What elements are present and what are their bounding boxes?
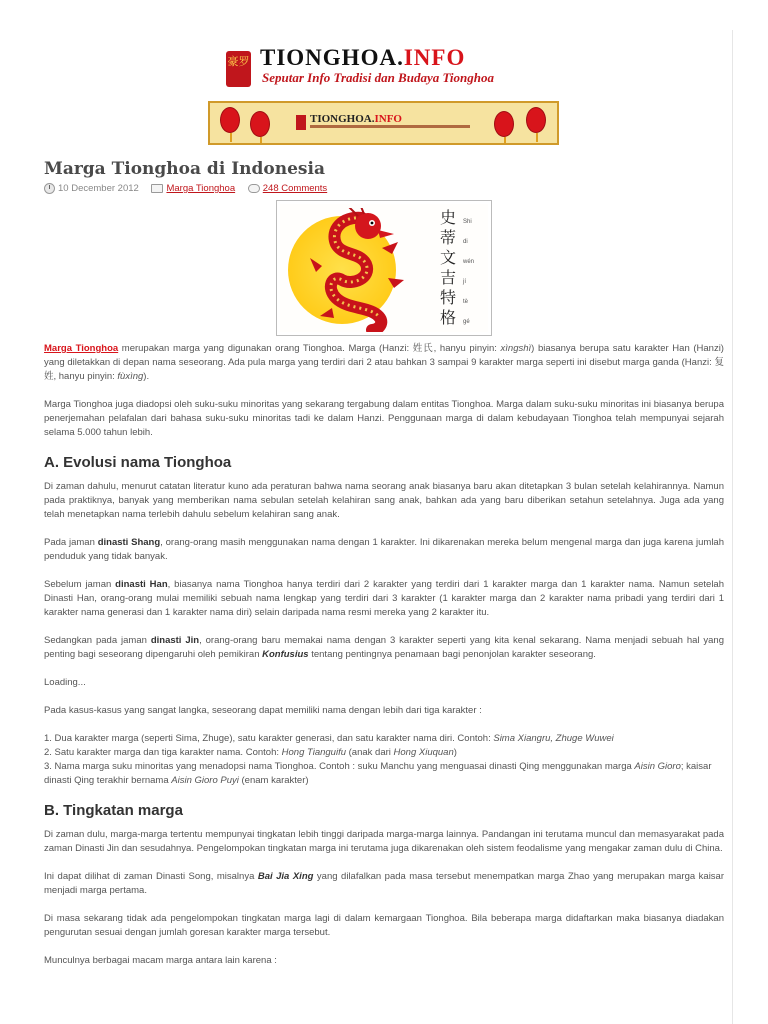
text: Ini dapat dilihat di zaman Dinasti Song, misalnya [44, 871, 258, 882]
text-italic: Sima Xiangru, Zhuge Wuwei [493, 733, 614, 744]
text: merupakan marga yang digunakan orang Tionghoa. Marga (Hanzi: 姓氏, hanyu pinyin: [118, 343, 501, 354]
hanzi-char: 文 [439, 248, 456, 267]
text-italic: Hong Tianguifu [281, 747, 346, 758]
paragraph: Munculnya berbagai macam marga antara lain karena : [44, 955, 277, 966]
text: ) [453, 747, 457, 758]
post-category-link[interactable]: Marga Tionghoa [166, 183, 236, 195]
hanzi-char: 吉 [439, 268, 456, 287]
text: tentang pentingnya penamaan bagi penonjolan karakter seseorang. [308, 649, 596, 660]
text-bold-italic: Konfusius [262, 649, 309, 660]
logo-subtitle: Seputar Info Tradisi dan Budaya Tionghoa [262, 70, 495, 85]
banner-title-main: TIONGHOA. [310, 113, 375, 125]
text: Sedangkan pada jaman [44, 635, 151, 646]
red-dragon-illustration [302, 208, 422, 332]
pinyin-label: gé [463, 319, 470, 325]
post-title: Marga Tionghoa di Indonesia [44, 159, 325, 179]
text: Sebelum jaman [44, 579, 116, 590]
text: yang dilafalkan pada masa tersebut menempatkan marga Zhao yang merupakan marga kaisar menjadi marga pertama. [44, 871, 724, 896]
text-bold: dinasti Jin [150, 635, 200, 646]
marga-tionghoa-link[interactable]: Marga Tionghoa [44, 343, 119, 354]
folder-icon [151, 184, 163, 193]
post-image-content [280, 204, 488, 332]
text-bold: dinasti Shang [97, 537, 161, 548]
banner-logo [296, 115, 474, 131]
text: 2. Satu karakter marga dan tiga karakter nama. Contoh: [44, 747, 282, 758]
hanzi-char: 蒂 [439, 228, 456, 247]
lantern-icon [526, 107, 546, 133]
text-bold: dinasti Han [115, 579, 168, 590]
name-examples-list [44, 732, 724, 788]
article-body [44, 342, 724, 982]
text: (anak dari [346, 747, 394, 758]
lantern-icon [494, 111, 514, 137]
hanzi-char: 特 [439, 288, 456, 307]
banner-title [310, 113, 402, 125]
comment-icon [248, 184, 260, 193]
sidebar-divider [732, 30, 733, 1024]
paragraph: Di zaman dulu, marga-marga tertentu mempunyai tingkatan lebih tinggi daripada marga-marga lainnya. Pandangan ini terutama muncul dan memasyarakat pada zaman Dinasti Jin dan sesudahnya. Pengelompokan tingkatan marga ini terutama juga dikarenakan oleh sistem feodalisme yang mengakar zaman dulu di China. [44, 829, 724, 854]
pinyin-label: jí [463, 279, 466, 285]
paragraph [44, 634, 724, 662]
text-bold-italic: Bai Jia Xing [257, 871, 314, 882]
section-heading-b: B. Tingkatan marga [44, 802, 183, 819]
paragraph: Di masa sekarang tidak ada pengelompokan tingkatan marga lagi di dalam kemargaan Tionghoa. Bila beberapa marga didaftarkan maka biasanya diadakan pengurutan sesuai dengan jumlah goresan karakter marga tersebut. [44, 913, 724, 938]
text-italic: Hong Xiuquan [393, 747, 454, 758]
pinyin-column [463, 212, 483, 332]
banner-seal-icon [296, 115, 306, 130]
site-logo[interactable] [226, 47, 546, 89]
paragraph [44, 870, 724, 898]
post-comments-link[interactable]: 248 Comments [262, 183, 328, 195]
text: Pada jaman [44, 537, 98, 548]
lantern-icon [250, 111, 270, 137]
text: , biasanya nama Tionghoa hanya terdiri dari 2 karakter yang terdiri dari 1 karakter marga dan 1 karakter nama. Namun setelah Dinasti Han, orang-orang mulai memiliki sebuah nama lengkap yang terdiri dari 3 karakter (1 karakter marga dan 2 karakter nama pribadi yang terdiri dari 1 karakter nama generasi dan 1 karakter nama diri) selain daripada nama resmi mereka yang 2 karakter itu. [44, 579, 725, 618]
paragraph [44, 578, 724, 620]
logo-title-main: TIONGHOA. [260, 45, 404, 70]
banner-title-info: INFO [374, 113, 402, 125]
post-meta [44, 183, 327, 195]
pinyin-label: wén [463, 259, 475, 265]
banner-subtitle-decoration [310, 125, 470, 128]
text: , orang-orang masih menggunakan nama dengan 1 karakter. Ini dikarenakan mereka belum mengenal marga dan juga karena jumlah penduduk yang tidak banyak. [44, 537, 725, 562]
text-italic: Aisin Gioro [634, 761, 681, 772]
header-banner[interactable] [208, 101, 559, 145]
paragraph: Pada kasus-kasus yang sangat langka, seseorang dapat memiliki nama dengan lebih dari tiga karakter : [44, 705, 482, 716]
hanzi-char: 格 [439, 308, 456, 327]
loading-text: Loading... [44, 677, 86, 688]
text: ) biasanya berupa satu karakter Han (Hanzi) yang diletakkan di depan nama seseorang. Ada pula marga yang terdiri dari 2 atau bahkan 3 sampai 9 karakter marga seperti ini disebut marga ganda (Hanzi: 复姓, hanyu pinyin: [44, 343, 724, 382]
logo-title [260, 45, 465, 71]
section-heading-a: A. Evolusi nama Tionghoa [44, 454, 232, 471]
text-italic: fùxìng [117, 371, 144, 382]
text: , orang-orang baru memakai nama dengan 3 karakter seperti yang kita kenal sekarang. Nama menjadi sebuah hal yang penting bagi seseorang dipengaruhi oleh pemikiran [44, 635, 725, 660]
text: (enam karakter) [238, 775, 309, 786]
paragraph [44, 536, 724, 564]
hanzi-char: 史 [439, 208, 456, 227]
paragraph-intro [44, 342, 724, 384]
pinyin-label: tè [463, 299, 469, 305]
lantern-icon [220, 107, 240, 133]
text-italic: Aisin Gioro Puyi [171, 775, 239, 786]
pinyin-label: di [463, 239, 468, 245]
text: 3. Nama marga suku minoritas yang menadopsi nama Tionghoa. Contoh : suku Manchu yang menguasai dinasti Qing menggunakan marga [44, 761, 635, 772]
pinyin-label: Shi [463, 219, 472, 225]
text: 1. Dua karakter marga (seperti Sima, Zhuge), satu karakter generasi, dan satu karakter nama diri. Contoh: [44, 733, 494, 744]
post-image [276, 200, 492, 336]
text: ). [143, 371, 150, 382]
text: ; kaisar dinasti Qing terakhir bernama [44, 761, 712, 786]
logo-title-info: INFO [403, 45, 466, 70]
post-date: 10 December 2012 [58, 183, 139, 194]
paragraph: Marga Tionghoa juga diadopsi oleh suku-suku minoritas yang sekarang tergabung dalam entitas Tionghoa. Marga dalam suku-suku minoritas ini biasanya berupa penerjemahan pelafalan dari bahasa suku-suku minoritas tadi ke dalam Hanzi. Penggunaan marga di dalam kebudayaan Tionghoa telah mempunyai sejarah selama 5.000 tahun lebih. [44, 399, 724, 438]
clock-icon [44, 183, 55, 194]
text-italic: xìngshì [500, 343, 532, 354]
logo-seal-icon: 豪罗 [226, 51, 251, 87]
hanzi-column [436, 208, 460, 328]
paragraph: Di zaman dahulu, menurut catatan literatur kuno ada peraturan bahwa nama seorang anak biasanya baru akan ditetapkan 3 bulan setelah kelahirannya. Namun pada praktiknya, banyak yang memberikan nama sebulan setelah kelahiran sang anak, bahkan ada yang baru diberikan setahun setelahnya. Juga ada yang telah menetapkan nama terlebih dahulu sebelum kelahiran sang anak. [44, 481, 724, 520]
